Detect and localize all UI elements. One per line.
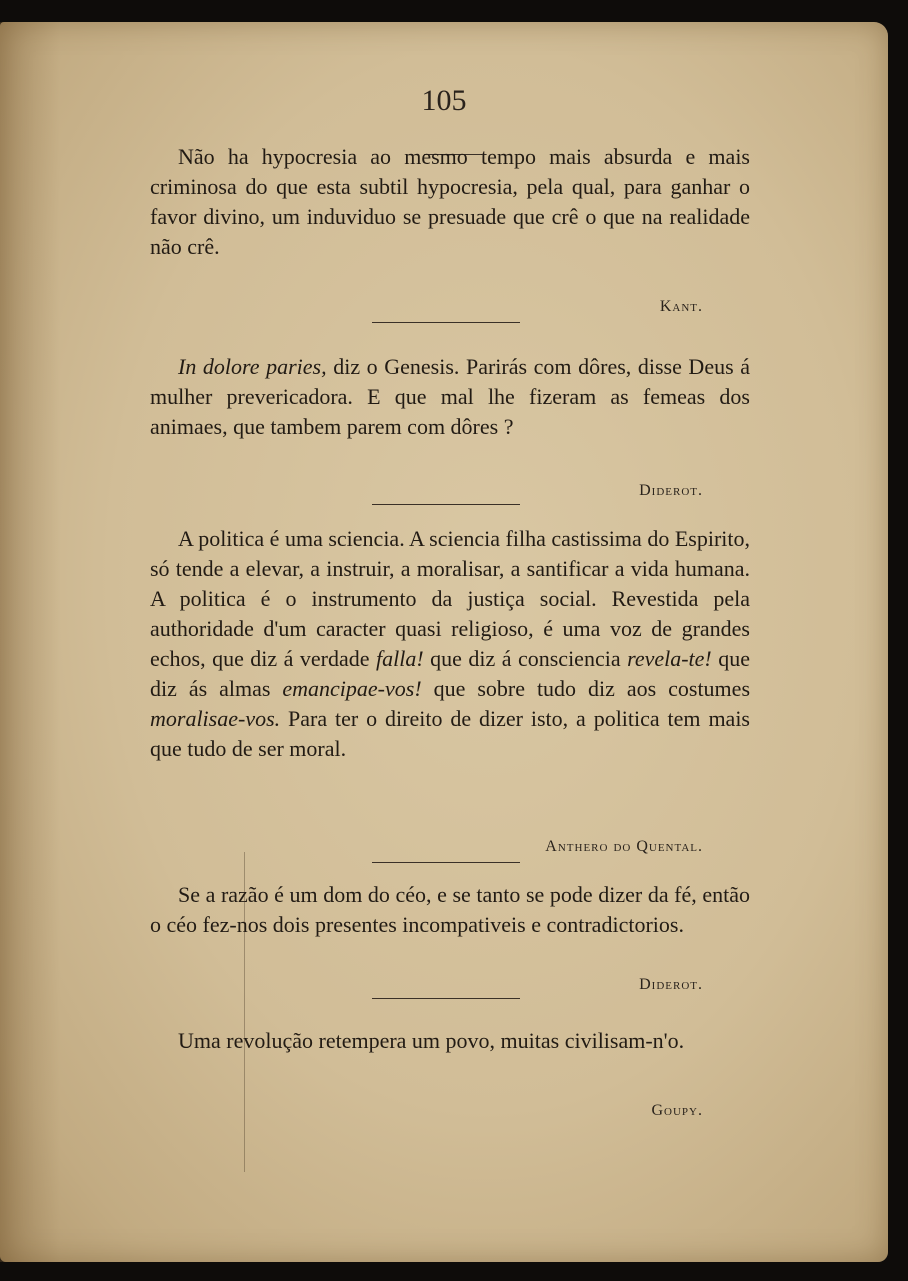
quote-text: diz o Genesis. Parirás com dôres, disse Deus á mulher prevericadora. E que mal lhe fizeram as femeas dos animaes, que tambem parem com dôres ? [150, 354, 750, 439]
quote-author: Diderot. [639, 976, 703, 993]
divider [372, 504, 520, 505]
quote-author: Goupy. [651, 1102, 703, 1119]
page-number: 105 [421, 84, 467, 117]
quote-text: que diz á consciencia [423, 646, 628, 671]
book-page [0, 22, 888, 1262]
divider [372, 322, 520, 323]
quote-text: Uma revolução retempera um povo, muitas civilisam-n'o. [178, 1028, 685, 1053]
quote-author: Anthero do Quental. [545, 838, 703, 855]
quote-author: Diderot. [639, 482, 703, 499]
quote-text: que sobre tudo diz aos costumes [421, 676, 750, 701]
divider [372, 998, 520, 999]
quote-text: A politica é uma sciencia. A sciencia filha castissima do Espirito, só tende a elevar, a instruir, a moralisar, a santificar a vida humana. A politica é o instrumento da justiça social. Revestida pela authoridade d'um caracter quasi religioso, é uma voz de grandes echos, que diz á verdade [150, 526, 750, 671]
quote-emphasis: falla! [376, 646, 424, 671]
quote-goupy [150, 1026, 750, 1056]
quote-anthero [150, 524, 750, 764]
quote-text: Não ha hypocresia ao mesmo tempo mais absurda e mais criminosa do que esta subtil hypocresia, pela qual, para ganhar o favor divino, um induviduo se presuade que crê o que na realidade não crê. [150, 144, 750, 259]
margin-crease [244, 852, 245, 1172]
quote-diderot-1 [150, 352, 750, 442]
quote-text: Se a razão é um dom do céo, e se tanto se pode dizer da fé, então o céo fez-nos dois presentes incompativeis e contradictorios. [150, 882, 750, 937]
quote-kant [150, 142, 750, 262]
divider [372, 862, 520, 863]
quote-text: que diz ás almas [150, 646, 751, 701]
quote-emphasis: revela-te! [627, 646, 712, 671]
quote-emphasis: moralisae-vos. [150, 706, 281, 731]
quote-text: Para ter o direito de dizer isto, a politica tem mais que tudo de ser moral. [150, 706, 750, 761]
quote-diderot-2 [150, 880, 750, 940]
quote-latin: In dolore paries, [178, 354, 327, 379]
quote-author: Kant. [659, 298, 703, 315]
quote-emphasis: emancipae-vos! [282, 676, 422, 701]
